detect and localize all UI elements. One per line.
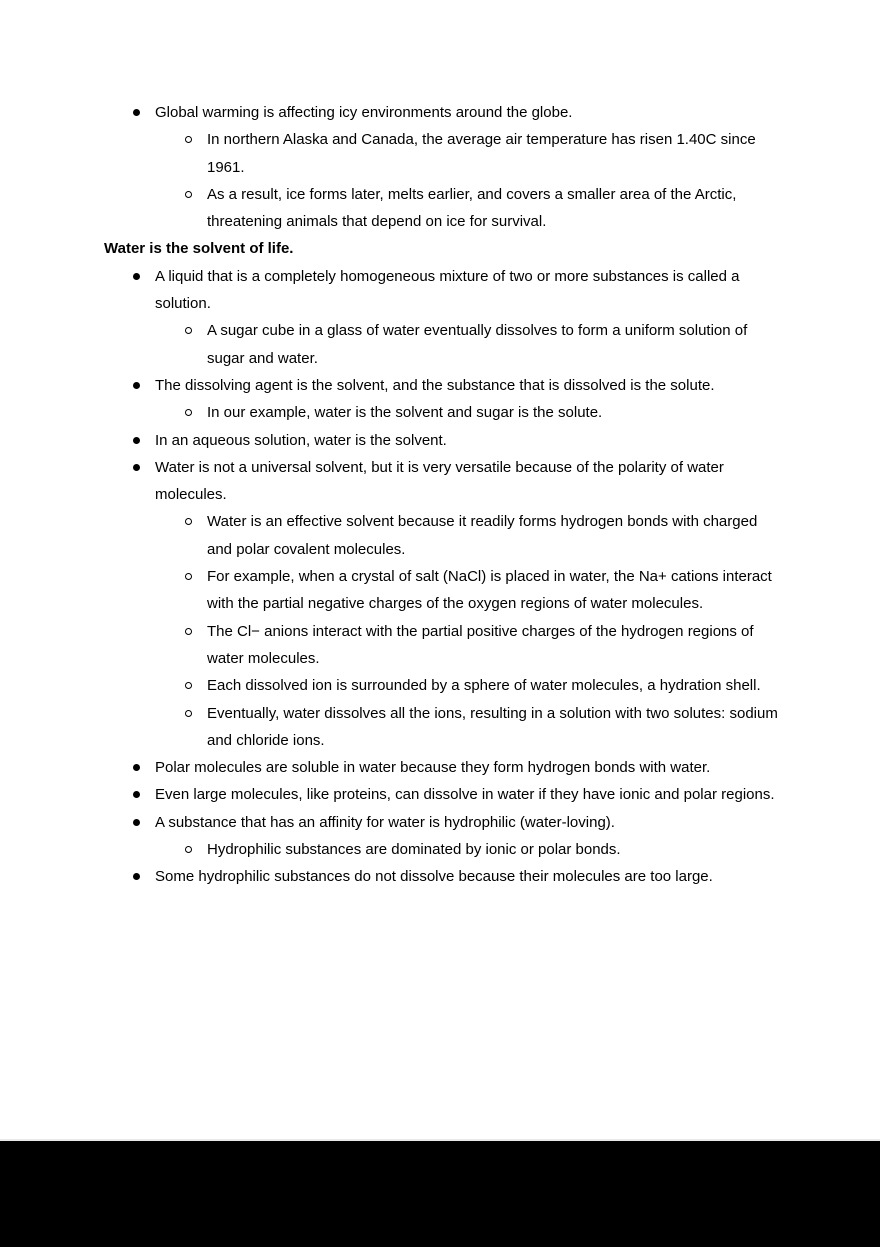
list-item	[104, 399, 780, 426]
circle-bullet-icon	[185, 682, 192, 689]
list-item-text: The Cl− anions interact with the partial positive charges of the hydrogen regions of water molecules.	[207, 622, 754, 667]
list-item-text: Even large molecules, like proteins, can dissolve in water if they have ionic and polar regions.	[155, 786, 775, 804]
list-item-text: A liquid that is a completely homogeneous mixture of two or more substances is called a solution.	[155, 267, 740, 313]
circle-bullet-icon	[185, 136, 192, 143]
disc-bullet-icon	[133, 464, 140, 471]
list-item	[104, 372, 780, 399]
list-item	[104, 427, 780, 454]
bottom-letterbox-bar	[0, 1141, 880, 1245]
list-item-text: Water is not a universal solvent, but it is very versatile because of the polarity of water molecules.	[155, 458, 724, 504]
circle-bullet-icon	[185, 409, 192, 416]
circle-bullet-icon	[185, 573, 192, 580]
list-item	[104, 809, 780, 836]
list-item-text: Water is an effective solvent because it readily forms hydrogen bonds with charged and polar covalent molecules.	[207, 513, 758, 558]
circle-bullet-icon	[185, 191, 192, 198]
circle-bullet-icon	[185, 628, 192, 635]
disc-bullet-icon	[133, 437, 140, 444]
list-item-text: Some hydrophilic substances do not dissolve because their molecules are too large.	[155, 868, 713, 886]
circle-bullet-icon	[185, 327, 192, 334]
list-item	[104, 454, 780, 509]
list-item	[104, 754, 780, 781]
list-item	[104, 126, 780, 181]
circle-bullet-icon	[185, 518, 192, 525]
list-item	[104, 181, 780, 236]
list-item-text: The dissolving agent is the solvent, and the substance that is dissolved is the solute.	[155, 376, 715, 394]
list-item	[104, 563, 780, 618]
section-heading	[104, 235, 780, 262]
list-item-text: Global warming is affecting icy environments around the globe.	[155, 104, 573, 121]
list-item-text: Eventually, water dissolves all the ions, resulting in a solution with two solutes: sodium and chloride ions.	[207, 704, 778, 749]
disc-bullet-icon	[133, 819, 140, 826]
list-item	[104, 781, 780, 808]
disc-bullet-icon	[133, 382, 140, 389]
list-item-text: In an aqueous solution, water is the solvent.	[155, 431, 447, 449]
disc-bullet-icon	[133, 109, 140, 116]
list-item-text: Each dissolved ion is surrounded by a sphere of water molecules, a hydration shell.	[207, 677, 761, 695]
section-heading-text: Water is the solvent of life.	[104, 240, 294, 258]
list-item-text: A sugar cube in a glass of water eventually dissolves to form a uniform solution of sugar and water.	[207, 322, 748, 367]
list-item	[104, 99, 780, 126]
list-item-text: For example, when a crystal of salt (NaCl) is placed in water, the Na+ cations interact with the partial negative charges of the oxygen regions of water molecules.	[207, 568, 772, 613]
list-item-text: As a result, ice forms later, melts earlier, and covers a smaller area of the Arctic, threatening animals that depend on ice for survival.	[207, 185, 737, 231]
list-item-text: A substance that has an affinity for water is hydrophilic (water-loving).	[155, 813, 615, 831]
list-item-text: In our example, water is the solvent and sugar is the solute.	[207, 404, 603, 422]
list-item-text: Polar molecules are soluble in water because they form hydrogen bonds with water.	[155, 759, 711, 777]
disc-bullet-icon	[133, 873, 140, 880]
list-item-text: Hydrophilic substances are dominated by ionic or polar bonds.	[207, 841, 621, 859]
list-item-text: In northern Alaska and Canada, the average air temperature has risen 1.40C since 1961.	[207, 131, 756, 176]
disc-bullet-icon	[133, 791, 140, 798]
list-item	[104, 317, 780, 372]
circle-bullet-icon	[185, 846, 192, 853]
list-item	[104, 700, 780, 755]
disc-bullet-icon	[133, 273, 140, 280]
list-item	[104, 672, 780, 699]
disc-bullet-icon	[133, 764, 140, 771]
circle-bullet-icon	[185, 710, 192, 717]
list-item	[104, 863, 780, 890]
list-item	[104, 836, 780, 863]
list-item	[104, 618, 780, 673]
list-item	[104, 263, 780, 318]
list-item	[104, 508, 780, 563]
